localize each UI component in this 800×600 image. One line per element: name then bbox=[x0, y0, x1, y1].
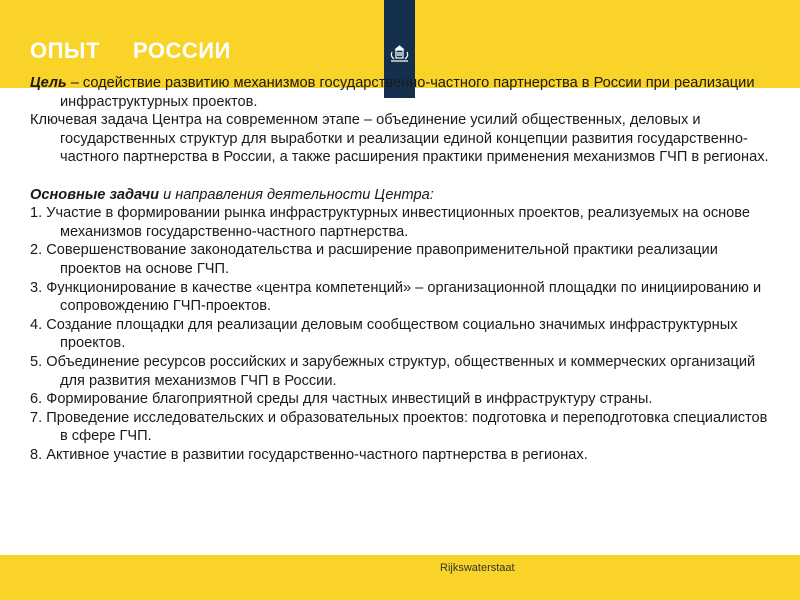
tasks-heading-bold: Основные задачи bbox=[30, 186, 160, 203]
task-item: 2. Совершенствование законодательства и расширение правоприменительной практики реализации проектов на основе ГЧП. bbox=[30, 242, 718, 277]
task-item: 7. Проведение исследовательских и образовательных проектов: подготовка и переподготовка специалистов в сфере ГЧП. bbox=[30, 409, 768, 445]
task-item: 6. Формирование благоприятной среды для частных инвестиций в инфраструктуру страны. bbox=[30, 391, 653, 408]
footer-brand: Rijkswaterstaat bbox=[440, 562, 515, 574]
task-item: 5. Объединение ресурсов российских и зарубежных структур, общественных и коммерческих организаций для развития механизмов ГЧП в России. bbox=[30, 353, 756, 389]
key-task-paragraph: Ключевая задача Центра на современном этапе – объединение усилий общественных, деловых и государственных структур для выработки и реализации единой концепции развития государственно-частного партнерства в России, а также расширения практики применения механизмов ГЧП в регионах. bbox=[30, 112, 769, 166]
coat-of-arms-icon bbox=[389, 45, 410, 65]
slide-title: ОПЫТ РОССИИ bbox=[30, 38, 231, 63]
task-item: 4. Создание площадки для реализации деловым сообществом социально значимых инфраструктурных проектов. bbox=[30, 316, 738, 352]
slide-body bbox=[30, 74, 770, 464]
goal-text: – содействие развитию механизмов государственно-частного партнерства в России при реализации инфраструктурных проектов. bbox=[60, 75, 755, 110]
goal-label: Цель bbox=[30, 75, 67, 91]
goal-paragraph bbox=[30, 74, 770, 111]
task-item: 1. Участие в формировании рынка инфраструктурных инвестиционных проектов, реализуемых на основе механизмов государственно-частного партнерства. bbox=[30, 205, 751, 240]
tasks-heading bbox=[30, 186, 770, 205]
footer-band bbox=[0, 555, 800, 600]
task-item: 3. Функционирование в качестве «центра компетенций» – организационной площадки по инициированию и сопровождению ГЧП-проектов. bbox=[30, 279, 762, 315]
task-item: 8. Активное участие в развитии государственно-частного партнерства в регионах. bbox=[30, 446, 588, 463]
tasks-heading-rest: и направления деятельности Центра: bbox=[159, 186, 434, 203]
